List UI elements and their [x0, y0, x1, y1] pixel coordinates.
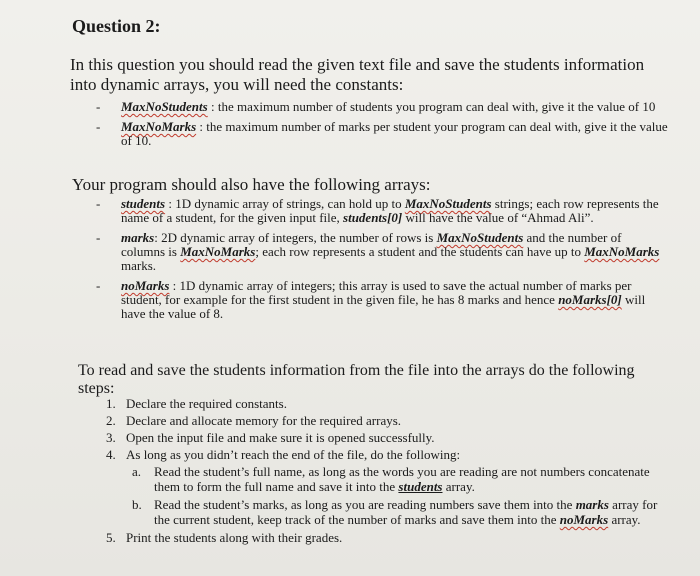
question-title: Question 2: [72, 16, 161, 36]
bullet-dash: - [96, 196, 101, 211]
read-steps-intro: To read and save the students information from the file into the arrays do the following steps: [78, 362, 635, 397]
bullet-dash: - [96, 230, 101, 245]
array-item-students: - students : 1D dynamic array of strings, can hold up to MaxNoStudents strings; each row represents the name of a student, for the given input file, students[0] will have the value of “Ahmad Ali”. [96, 196, 659, 225]
substep-b: b. Read the student’s marks, as long as you are reading numbers save them into the marks array for the current student, keep track of the number of marks and save them into the noMarks array. [132, 497, 658, 527]
constant-item: - MaxNoMarks : the maximum number of marks per student your program can deal with, give it the value of 10. [96, 119, 668, 148]
constant-name: MaxNoMarks [121, 119, 197, 134]
bullet-dash: - [96, 119, 101, 134]
step-item: 1. Declare the required constants. [106, 396, 287, 411]
constant-item: - MaxNoStudents : the maximum number of students you program can deal with, give it the value of 10 [96, 99, 656, 114]
constant-desc: the maximum number of marks per student your program can deal with, give it the value of 10. [121, 119, 668, 148]
bullet-dash: - [96, 278, 101, 293]
steps-list [106, 396, 666, 547]
array-item-marks: - marks: 2D dynamic array of integers, the number of rows is MaxNoStudents and the number of columns is MaxNoMarks; each row represents a student and the students can have up to MaxNoMarks marks. [96, 230, 660, 273]
arrays-list [96, 197, 668, 327]
constant-desc: the maximum number of students you program can deal with, give it the value of 10 [217, 99, 656, 114]
constants-list [96, 100, 668, 154]
bullet-dash: - [96, 99, 101, 114]
step-item: 4. As long as you didn’t reach the end of the file, do the following: [106, 447, 461, 462]
substep-a: a. Read the student’s full name, as long as the words you are reading are not numbers concatenate them to form the full name and save it into the students array. [132, 464, 650, 494]
step-item: 2. Declare and allocate memory for the required arrays. [106, 413, 402, 428]
step-item: 5. Print the students along with their grades. [106, 530, 343, 545]
array-item-nomarks: - noMarks : 1D dynamic array of integers; this array is used to save the actual number of marks per student, for example for the first student in the given file, he has 8 marks and hence noMarks[0] will have the value of 8. [96, 278, 646, 321]
step-item: 3. Open the input file and make sure it is opened successfully. [106, 430, 435, 445]
constant-name: MaxNoStudents [121, 99, 208, 114]
arrays-heading: Your program should also have the following arrays: [72, 175, 431, 194]
intro-paragraph: In this question you should read the given text file and save the students information into dynamic arrays, you will need the constants: [70, 55, 645, 94]
